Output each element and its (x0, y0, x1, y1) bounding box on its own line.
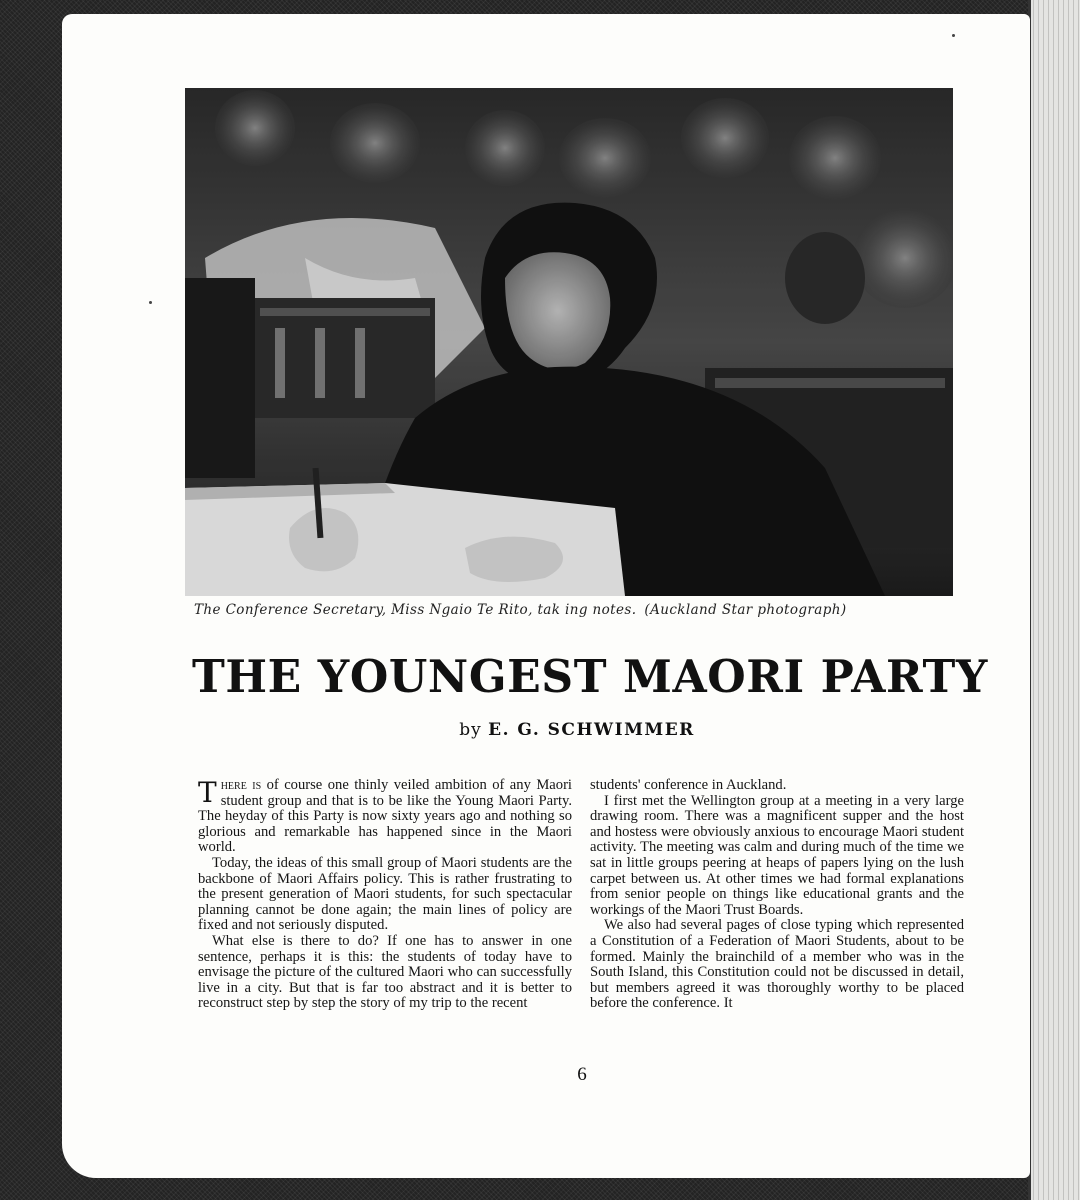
photo-credit: (Auckland Star photograph) (644, 602, 847, 618)
drop-cap: T (198, 776, 217, 809)
magazine-page (62, 14, 1030, 1178)
photo-caption (194, 602, 954, 618)
byline (192, 720, 962, 740)
conference-photograph (185, 88, 953, 596)
paragraph: students' conference in Auckland. (590, 777, 787, 793)
dust-speck (149, 301, 152, 304)
facing-page-edge (1028, 0, 1080, 1200)
byline-prefix: by (459, 720, 482, 740)
paragraph-text: of course one thinly veiled ambition of any Maori student group and that is to be like the Young Maori Party. The heyday of this Party is now sixty years ago and nothing so glorious and remarkable has happened since in the Maori world. (198, 777, 572, 856)
paragraph: What else is there to do? If one has to answer in one sentence, perhaps it is this: the students of today have to envisage the picture of the cultured Maori who can successfully live in a city. But that is far too abstract and it is better to reconstruct step by step the story of my trip to the recent (198, 932, 572, 1012)
dust-speck (952, 34, 955, 37)
caption-text: The Conference Secretary, Miss Ngaio Te Rito, tak ing notes. (194, 602, 637, 618)
photo-illustration (185, 88, 953, 596)
author-name: E. G. SCHWIMMER (488, 720, 695, 740)
lead-word: here is (220, 777, 262, 793)
article-column-left (198, 778, 572, 1012)
paragraph: I first met the Wellington group at a meeting in a very large drawing room. There was a magnificent supper and the host and hostess were obviously anxious to encourage Maori student activity. The meeting was calm and during much of the time we sat in little groups peering at heaps of papers lying on the lush carpet between us. At other times we had formal explanations from senior people on things like educational grants and the workings of the Maori Trust Boards. (590, 792, 964, 918)
article-column-right (590, 778, 964, 1012)
paragraph: We also had several pages of close typing which represented a Constitution of a Federation of Maori Students, about to be formed. Mainly the brainchild of a member who was in the South Island, this Constitution could not be discussed in detail, but members agreed it was thoroughly worthy to be placed before the conference. It (590, 917, 964, 1012)
article-title: THE YOUNGEST MAORI PARTY (192, 650, 988, 703)
page-number: 6 (577, 1064, 587, 1085)
paragraph (198, 778, 572, 856)
paragraph: Today, the ideas of this small group of Maori students are the backbone of Maori Affairs policy. This is rather frustrating to the present generation of Maori students, for such spectacular planning cannot be done again; the main lines of policy are fixed and not seriously disputed. (198, 854, 572, 934)
